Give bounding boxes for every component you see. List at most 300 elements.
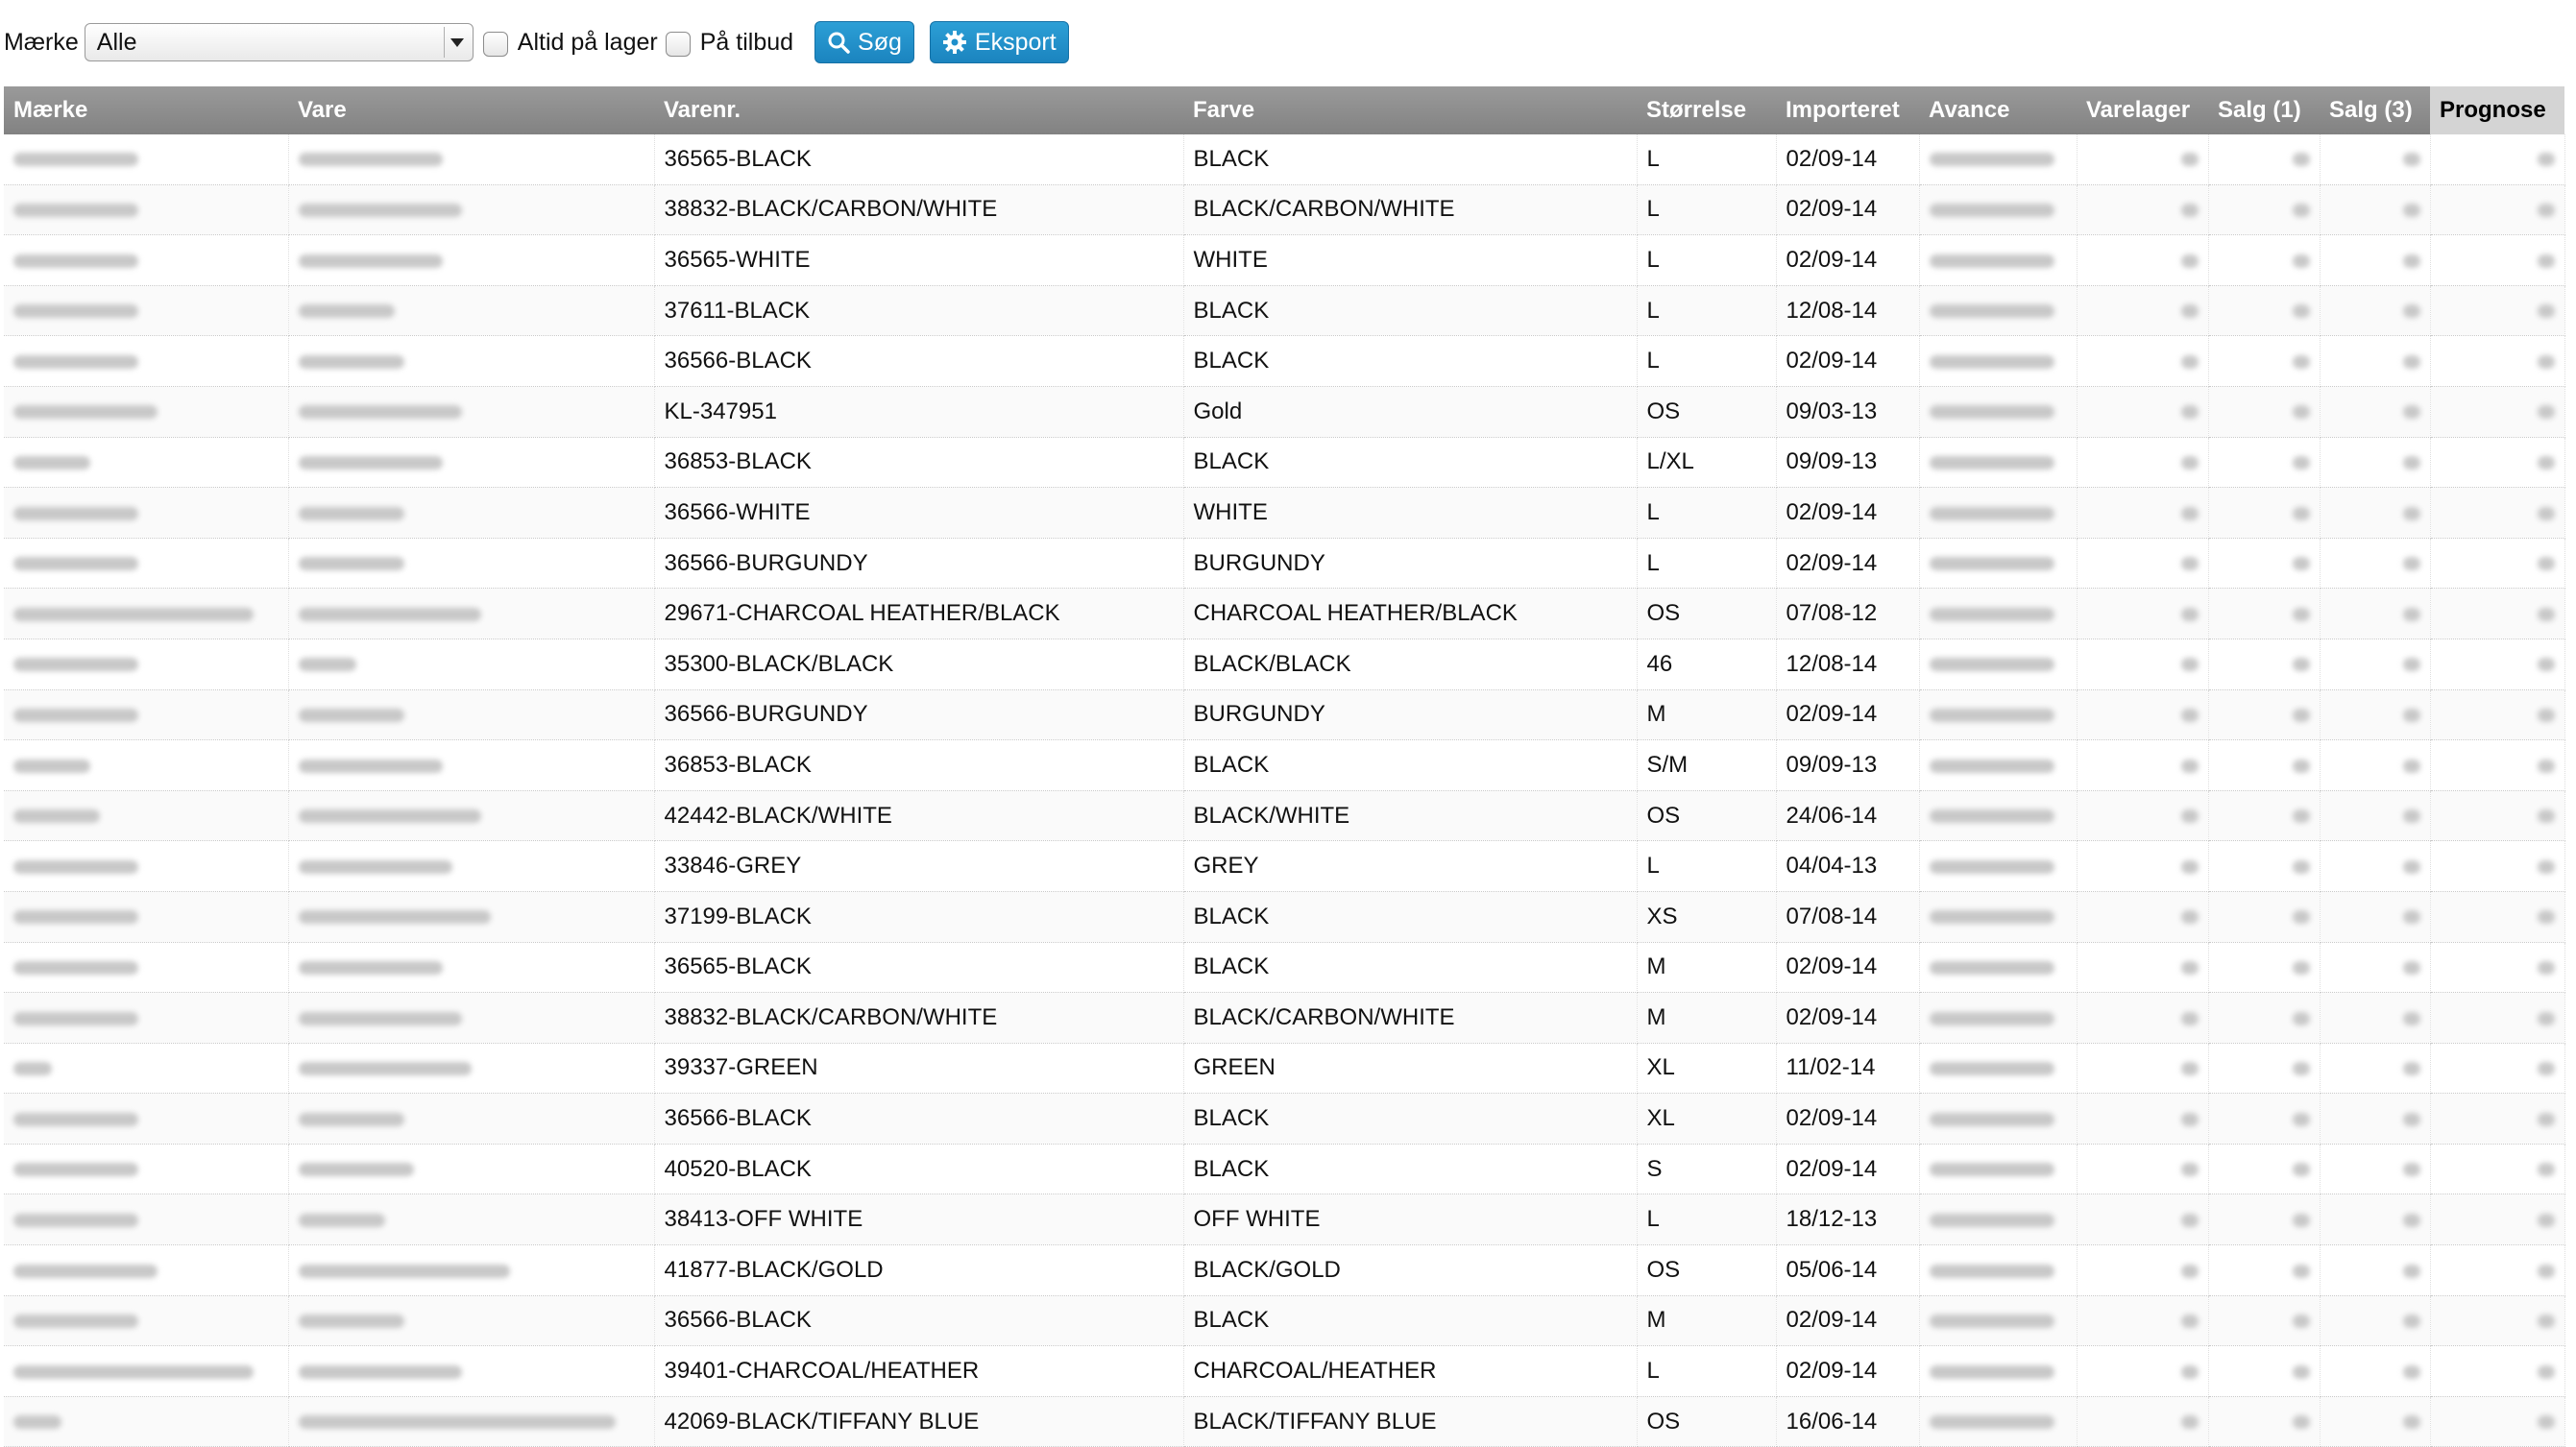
cell-sales-1 [2208,1194,2320,1245]
redacted-value [1930,1214,2054,1227]
redacted-value [299,405,462,419]
cell-sales-1 [2208,891,2320,942]
cell-product [288,134,654,184]
redacted-value [13,1062,52,1075]
cell-size: S/M [1637,740,1776,791]
redacted-value [299,1163,414,1176]
redacted-value [1930,355,2054,369]
redacted-value [13,405,158,419]
redacted-number [2403,1365,2420,1379]
redacted-number [2181,809,2199,823]
cell-size: XL [1637,1094,1776,1145]
cell-size: L [1637,285,1776,336]
cell-brand [4,235,288,286]
redacted-value [299,1012,462,1025]
cell-color: BLACK/BLACK [1183,639,1637,689]
cell-sales-1 [2208,942,2320,993]
redacted-number [2403,355,2420,369]
cell-color: BLACK [1183,942,1637,993]
redacted-value [1930,658,2054,671]
cell-brand [4,437,288,488]
cell-brand [4,1144,288,1194]
cell-product [288,1295,654,1346]
cell-sales-3 [2320,689,2430,740]
cell-sales-1 [2208,488,2320,539]
cell-color: BLACK [1183,740,1637,791]
cell-imported: 07/08-12 [1776,589,1919,639]
redacted-value [299,557,404,570]
cell-margin [1919,1194,2077,1245]
export-button[interactable] [930,21,1069,63]
cell-brand [4,1346,288,1397]
redacted-value [299,961,443,975]
column-header-prognose[interactable]: Prognose [2430,86,2564,134]
redacted-number [2181,153,2199,166]
cell-item-number: 36566-BLACK [654,336,1183,387]
cell-margin [1919,285,2077,336]
column-header-varenr[interactable]: Varenr. [654,86,1183,134]
column-header-salg-1[interactable]: Salg (1) [2208,86,2320,134]
redacted-value [299,204,462,217]
cell-size: L [1637,134,1776,184]
redacted-number [2293,809,2310,823]
cell-size: L [1637,538,1776,589]
redacted-value [1930,304,2054,318]
redacted-value [299,760,443,773]
cell-size: OS [1637,589,1776,639]
cell-stock [2077,437,2208,488]
table-row[interactable] [4,891,2564,942]
table-row[interactable] [4,437,2564,488]
cell-brand [4,1194,288,1245]
redacted-number [2538,405,2555,419]
cell-color: BURGUNDY [1183,689,1637,740]
redacted-value [13,557,138,570]
in-stock-label: Altid på lager [517,28,658,56]
redacted-number [2403,557,2420,570]
cell-sales-3 [2320,1396,2430,1447]
redacted-value [1930,557,2054,570]
redacted-number [2181,557,2199,570]
cell-sales-1 [2208,689,2320,740]
cell-size: XS [1637,891,1776,942]
cell-size: OS [1637,1245,1776,1296]
cell-forecast [2430,841,2564,892]
cell-imported: 04/04-13 [1776,841,1919,892]
cell-product [288,336,654,387]
cell-margin [1919,538,2077,589]
table-row[interactable] [4,589,2564,639]
redacted-number [2181,1265,2199,1278]
cell-color: BLACK/CARBON/WHITE [1183,184,1637,235]
column-header-importeret[interactable]: Importeret [1776,86,1919,134]
cell-brand [4,639,288,689]
cell-item-number: 37611-BLACK [654,285,1183,336]
cell-margin [1919,689,2077,740]
cell-brand [4,841,288,892]
cell-imported: 02/09-14 [1776,134,1919,184]
redacted-number [2538,355,2555,369]
cell-sales-1 [2208,437,2320,488]
cell-imported: 09/09-13 [1776,437,1919,488]
cell-item-number: 37199-BLACK [654,891,1183,942]
redacted-number [2403,1265,2420,1278]
table-row[interactable] [4,942,2564,993]
redacted-number [2403,405,2420,419]
cell-stock [2077,589,2208,639]
redacted-number [2403,658,2420,671]
cell-item-number: 36566-BLACK [654,1094,1183,1145]
cell-sales-1 [2208,790,2320,841]
cell-imported: 16/06-14 [1776,1396,1919,1447]
redacted-number [2538,760,2555,773]
cell-item-number: 36565-BLACK [654,942,1183,993]
on-offer-checkbox[interactable] [666,32,691,57]
cell-color: Gold [1183,386,1637,437]
redacted-value [13,1113,138,1126]
redacted-value [299,1314,404,1328]
redacted-value [299,456,443,470]
cell-item-number: 36566-BURGUNDY [654,538,1183,589]
table-row[interactable] [4,336,2564,387]
cell-sales-3 [2320,589,2430,639]
cell-margin [1919,184,2077,235]
export-button-label: Eksport [974,28,1057,56]
redacted-number [2403,1113,2420,1126]
cell-forecast [2430,891,2564,942]
cell-color: BLACK [1183,134,1637,184]
cell-color: BLACK [1183,1144,1637,1194]
cell-sales-3 [2320,891,2430,942]
cell-forecast [2430,1396,2564,1447]
redacted-number [2403,760,2420,773]
cell-sales-3 [2320,235,2430,286]
cell-stock [2077,1245,2208,1296]
redacted-number [2538,608,2555,621]
table-row[interactable] [4,134,2564,184]
cell-imported: 02/09-14 [1776,538,1919,589]
table-row[interactable] [4,993,2564,1044]
redacted-number [2181,1314,2199,1328]
redacted-number [2293,608,2310,621]
redacted-number [2403,456,2420,470]
redacted-value [1930,1314,2054,1328]
redacted-number [2403,1314,2420,1328]
cell-color: BLACK [1183,1094,1637,1145]
on-offer-label: På tilbud [699,28,794,56]
cell-forecast [2430,437,2564,488]
redacted-number [2293,405,2310,419]
cell-item-number: 42442-BLACK/WHITE [654,790,1183,841]
cell-item-number: 36566-BLACK [654,1295,1183,1346]
in-stock-checkbox[interactable] [483,32,508,57]
table-row[interactable] [4,235,2564,286]
cell-size: M [1637,689,1776,740]
redacted-value [1930,809,2054,823]
cell-forecast [2430,689,2564,740]
redacted-number [2293,1062,2310,1075]
cell-product [288,841,654,892]
redacted-number [2181,658,2199,671]
cell-item-number: 33846-GREY [654,841,1183,892]
redacted-value [299,304,395,318]
column-header-varelager[interactable]: Varelager [2077,86,2208,134]
cell-product [288,993,654,1044]
redacted-number [2403,1415,2420,1429]
cell-margin [1919,1245,2077,1296]
table-row[interactable] [4,538,2564,589]
cell-color: BLACK/TIFFANY BLUE [1183,1396,1637,1447]
cell-sales-1 [2208,1396,2320,1447]
table-row[interactable] [4,386,2564,437]
redacted-number [2538,1113,2555,1126]
redacted-value [1930,961,2054,975]
redacted-value [299,1265,510,1278]
redacted-value [13,961,138,975]
cell-size: OS [1637,386,1776,437]
redacted-value [1930,204,2054,217]
cell-sales-1 [2208,1245,2320,1296]
cell-forecast [2430,1094,2564,1145]
cell-stock [2077,740,2208,791]
column-header-avance[interactable]: Avance [1919,86,2077,134]
redacted-number [2293,961,2310,975]
cell-color: BLACK [1183,891,1637,942]
redacted-value [1930,405,2054,419]
cell-color: BLACK [1183,285,1637,336]
table-row[interactable] [4,1144,2564,1194]
redacted-number [2403,254,2420,268]
redacted-number [2538,1163,2555,1176]
cell-stock [2077,386,2208,437]
cell-sales-3 [2320,1295,2430,1346]
cell-brand [4,285,288,336]
redacted-value [299,1062,472,1075]
table-row[interactable] [4,285,2564,336]
cell-forecast [2430,790,2564,841]
cell-brand [4,942,288,993]
redacted-value [13,254,138,268]
redacted-number [2181,304,2199,318]
column-header-maerke[interactable]: Mærke [4,86,288,134]
chevron-down-icon[interactable] [444,27,470,58]
table-row[interactable] [4,1396,2564,1447]
redacted-number [2538,910,2555,924]
redacted-number [2181,709,2199,722]
cell-size: XL [1637,1043,1776,1094]
redacted-number [2293,507,2310,520]
cell-forecast [2430,235,2564,286]
table-row[interactable] [4,488,2564,539]
redacted-value [13,1163,138,1176]
redacted-value [299,1415,616,1429]
redacted-number [2293,760,2310,773]
table-row[interactable] [4,1245,2564,1296]
table-row[interactable] [4,1346,2564,1397]
cell-product [288,1346,654,1397]
cell-brand [4,993,288,1044]
cell-color: WHITE [1183,488,1637,539]
redacted-value [13,204,138,217]
cell-size: M [1637,942,1776,993]
redacted-number [2181,1012,2199,1025]
cell-sales-3 [2320,1245,2430,1296]
cell-margin [1919,1295,2077,1346]
redacted-value [299,608,481,621]
cell-stock [2077,1396,2208,1447]
redacted-number [2181,1365,2199,1379]
table-row[interactable] [4,790,2564,841]
redacted-value [13,760,90,773]
cell-sales-3 [2320,386,2430,437]
column-header-stoerrelse[interactable]: Størrelse [1637,86,1776,134]
redacted-number [2538,709,2555,722]
redacted-number [2293,1415,2310,1429]
redacted-number [2538,1314,2555,1328]
cell-product [288,1194,654,1245]
cell-sales-1 [2208,993,2320,1044]
cell-product [288,740,654,791]
redacted-value [1930,1415,2054,1429]
column-header-farve[interactable]: Farve [1183,86,1637,134]
table-row[interactable] [4,1194,2564,1245]
redacted-number [2293,204,2310,217]
cell-stock [2077,336,2208,387]
cell-product [288,437,654,488]
redacted-number [2538,1012,2555,1025]
redacted-value [13,456,90,470]
cell-imported: 02/09-14 [1776,993,1919,1044]
cell-product [288,235,654,286]
table-row[interactable] [4,639,2564,689]
cell-product [288,689,654,740]
cell-color: GREY [1183,841,1637,892]
table-row[interactable] [4,184,2564,235]
redacted-value [299,355,404,369]
cell-item-number: 35300-BLACK/BLACK [654,639,1183,689]
redacted-value [13,1265,158,1278]
redacted-value [13,809,100,823]
redacted-value [1930,1062,2054,1075]
redacted-value [13,1012,138,1025]
cell-sales-3 [2320,740,2430,791]
cell-sales-3 [2320,336,2430,387]
redacted-number [2403,507,2420,520]
cell-sales-3 [2320,134,2430,184]
cell-sales-1 [2208,589,2320,639]
redacted-value [1930,910,2054,924]
cell-size: L [1637,235,1776,286]
cell-forecast [2430,1245,2564,1296]
redacted-number [2293,1265,2310,1278]
cell-imported: 02/09-14 [1776,1295,1919,1346]
cell-brand [4,538,288,589]
redacted-value [13,658,138,671]
redacted-number [2181,1214,2199,1227]
cell-item-number: 36565-WHITE [654,235,1183,286]
cell-item-number: 42069-BLACK/TIFFANY BLUE [654,1396,1183,1447]
brand-select[interactable] [85,23,474,61]
cell-brand [4,891,288,942]
table-row[interactable] [4,689,2564,740]
cell-product [288,386,654,437]
redacted-number [2181,507,2199,520]
cell-forecast [2430,386,2564,437]
cell-product [288,942,654,993]
redacted-number [2403,153,2420,166]
cell-size: L [1637,1194,1776,1245]
cell-product [288,1043,654,1094]
redacted-number [2538,961,2555,975]
cell-imported: 02/09-14 [1776,235,1919,286]
redacted-number [2538,153,2555,166]
redacted-number [2181,860,2199,874]
cell-stock [2077,1295,2208,1346]
cell-forecast [2430,639,2564,689]
column-header-vare[interactable]: Vare [288,86,654,134]
cell-product [288,184,654,235]
redacted-number [2181,608,2199,621]
table-row[interactable] [4,740,2564,791]
redacted-value [1930,456,2054,470]
cell-color: BLACK/WHITE [1183,790,1637,841]
search-button[interactable] [814,21,914,63]
cell-sales-3 [2320,1346,2430,1397]
redacted-number [2538,1214,2555,1227]
redacted-value [299,1365,462,1379]
cell-sales-3 [2320,1094,2430,1145]
redacted-number [2403,809,2420,823]
cell-sales-3 [2320,1043,2430,1094]
column-header-salg-3[interactable]: Salg (3) [2320,86,2430,134]
redacted-value [13,507,138,520]
redacted-value [299,507,404,520]
table-row[interactable] [4,1043,2564,1094]
table-row[interactable] [4,1295,2564,1346]
table-row[interactable] [4,841,2564,892]
cell-imported: 24/06-14 [1776,790,1919,841]
redacted-number [2403,709,2420,722]
table-row[interactable] [4,1094,2564,1145]
cell-color: BLACK [1183,1295,1637,1346]
cell-size: L [1637,336,1776,387]
cell-brand [4,740,288,791]
redacted-number [2403,1062,2420,1075]
redacted-value [13,304,138,318]
redacted-value [299,809,481,823]
cell-stock [2077,942,2208,993]
cell-item-number: 29671-CHARCOAL HEATHER/BLACK [654,589,1183,639]
redacted-number [2293,304,2310,318]
cell-stock [2077,639,2208,689]
cell-stock [2077,689,2208,740]
cell-size: 46 [1637,639,1776,689]
cell-forecast [2430,589,2564,639]
products-table [4,86,2565,1447]
cell-stock [2077,538,2208,589]
cell-color: BLACK [1183,336,1637,387]
redacted-value [1930,254,2054,268]
cell-color: BLACK [1183,437,1637,488]
cell-imported: 02/09-14 [1776,1346,1919,1397]
redacted-number [2403,1012,2420,1025]
redacted-value [1930,709,2054,722]
cell-margin [1919,235,2077,286]
cell-margin [1919,841,2077,892]
cell-forecast [2430,134,2564,184]
cell-imported: 02/09-14 [1776,184,1919,235]
cell-color: BLACK/CARBON/WHITE [1183,993,1637,1044]
